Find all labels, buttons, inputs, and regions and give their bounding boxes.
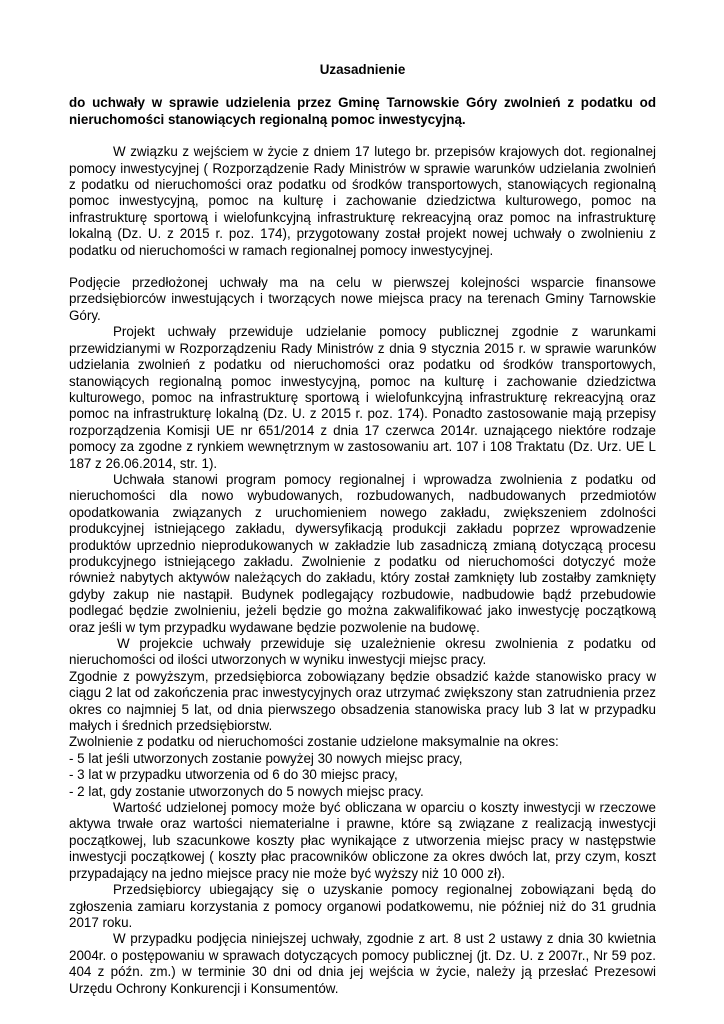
paragraph-employment-obligation: Zgodnie z powyższym, przedsiębiorca zobowiązany będzie obsadzić każde stanowisko pracy w ciągu 2 lat od zakończenia prac inwestycyjnych oraz utrzymać zwiększony stan zatrudnienia przez okres co najmniej 5 lat, od dnia pierwszego obsadzenia stanowiska pracy lub 3 lat w przypadku małych i średnich przedsiębiorstw. [69, 668, 656, 734]
document-page [69, 62, 656, 997]
list-item: - 2 lat, gdy zostanie utworzonych do 5 nowych miejsc pracy. [69, 783, 424, 799]
list-item: - 5 lat jeśli utworzonych zostanie powyżej 30 nowych miejsc pracy, [69, 750, 463, 766]
paragraph-aid-value: Wartość udzielonej pomocy może być obliczana w oparciu o koszty inwestycji w rzeczowe aktywa trwałe oraz wartości niematerialne i prawne, które są związane z realizacją inwestycji początkowej, lub szacunkowe koszty płac wynikające z utworzenia miejsc pracy w następstwie inwestycji początkowej ( koszty płac pracowników obliczone za okres dwóch lat, przy czym, koszt przypadający na jedno miejsce pracy nie może być wyższy niż 10 000 zł). [69, 800, 656, 881]
paragraph-exemption-period: W projekcie uchwały przewiduje się uzależnienie okresu zwolnienia z podatku od nieruchomości od ilości utworzonych w wyniku inwestycji miejsc pracy. [69, 636, 656, 668]
list-item: - 3 lat w przypadku utworzenia od 6 do 30 miejsc pracy, [69, 767, 398, 783]
document-subtitle: do uchwały w sprawie udzielenia przez Gminę Tarnowskie Góry zwolnień z podatku od nieruchomości stanowiących regionalną pomoc inwestycyjną. [69, 95, 656, 127]
paragraph-intro: W związku z wejściem w życie z dniem 17 lutego br. przepisów krajowych dot. regionalnej pomocy inwestycyjnej ( Rozporządzenie Rady Ministrów w sprawie warunków udzielania zwolnień z podatku od nieruchomości oraz podatku od środków transportowych, stanowiących regionalną pomoc inwestycyjną, pomoc na kulturę i zachowanie dziedzictwa kulturowego, pomoc na infrastrukturę sportową i wielofunkcyjną infrastrukturę rekreacyjną oraz pomoc na infrastrukturę lokalną (Dz. U. z 2015 r. poz. 174), przygotowany został projekt nowej uchwały o zwolnieniu z podatku od nieruchomości w ramach regionalnej pomocy inwestycyjnej. [69, 144, 656, 258]
document-title: Uzasadnienie [319, 62, 406, 77]
paragraph-program-scope: Uchwała stanowi program pomocy regionalnej i wprowadza zwolnienia z podatku od nieruchomości dla nowo wybudowanych, rozbudowanych, nadbudowanych przedmiotów opodatkowania związanych z uruchomieniem nowego zakładu, zwiększeniem zdolności produkcyjnej istniejącego zakładu, dywersyfikacją produkcji zakładu poprzez wprowadzenie produktów uprzednio nieprodukowanych w zakładzie lub zasadniczą zmianą dotyczącą procesu produkcyjnego istniejącego zakładu. Zwolnienie z podatku od nieruchomości dotyczyć może również nabytych aktywów należących do zakładu, który został zamknięty lub zostałby zamknięty gdyby zakup nie nastąpił. Budynek podlegający rozbudowie, nadbudowie bądź przebudowie podlegać będzie zwolnieniu, jeżeli będzie go można zakwalifikować jako inwestycję początkową oraz jeśli w tym przypadku wydawane będzie pozwolenie na budowę. [69, 471, 656, 635]
paragraph-legal-basis: Projekt uchwały przewiduje udzielanie pomocy publicznej zgodnie z warunkami przewidzianymi w Rozporządzeniu Rady Ministrów z dnia 9 stycznia 2015 r. w sprawie warunków udzielania zwolnień z podatku od nieruchomości oraz podatku od środków transportowych, stanowiących regionalną pomoc inwestycyjną, pomoc na kulturę i zachowanie dziedzictwa kulturowego, pomoc na infrastrukturę sportową i wielofunkcyjną infrastrukturę rekreacyjną oraz pomoc na infrastrukturę lokalną (Dz. U. z 2015 r. poz. 174). Ponadto zastosowanie mają przepisy rozporządzenia Komisji UE nr 651/2014 z dnia 17 czerwca 2014r. uznającego niektóre rodzaje pomocy za zgodne z rynkiem wewnętrznym w zastosowaniu art. 107 i 108 Traktatu (Dz. Urz. UE L 187 z 26.06.2014, str. 1). [69, 324, 656, 471]
paragraph-applicants: Przedsiębiorcy ubiegający się o uzyskanie pomocy regionalnej zobowiązani będą do zgłoszenia zamiaru korzystania z pomocy organowi podatkowemu, nie później niż do 31 grudnia 2017 roku. [69, 882, 656, 930]
paragraph-notification: W przypadku podjęcia niniejszej uchwały, zgodnie z art. 8 ust 2 ustawy z dnia 30 kwietnia 2004r. o postępowaniu w sprawach dotyczących pomocy publicznej (jt. Dz. U. z 2007r., Nr 59 poz. 404 z późn. zm.) w terminie 30 dni od dnia jej wejścia w życie, należy ją przesłać Prezesowi Urzędu Ochrony Konkurencji i Konsumentów. [69, 931, 656, 996]
paragraph-purpose: Podjęcie przedłożonej uchwały ma na celu w pierwszej kolejności wsparcie finansowe przedsiębiorców inwestujących i tworzących nowe miejsca pracy na terenach Gminy Tarnowskie Góry. [69, 275, 656, 323]
paragraph-max-period-intro: Zwolnienie z podatku od nieruchomości zostanie udzielone maksymalnie na okres: [69, 734, 559, 750]
